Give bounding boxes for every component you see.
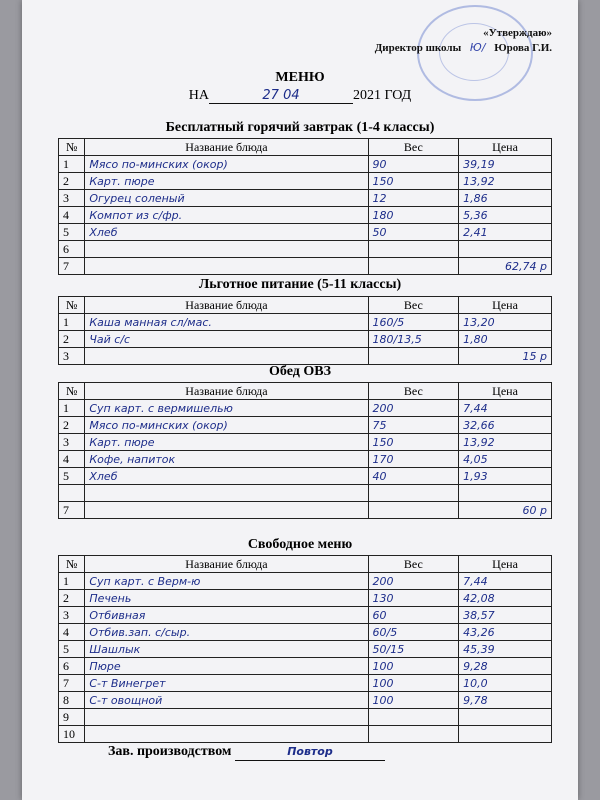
cell-name-text: Чай с/с xyxy=(89,332,131,346)
cell-n xyxy=(59,468,85,485)
cell-weight xyxy=(368,607,459,624)
cell-price-text: 4,05 xyxy=(463,452,488,466)
cell-n xyxy=(59,607,85,624)
cell-n xyxy=(59,156,85,173)
cell-price-text: 2,41 xyxy=(463,225,488,239)
table-row xyxy=(59,331,552,348)
table-row xyxy=(59,709,552,726)
cell-price-text: 43,26 xyxy=(463,625,495,639)
cell-name xyxy=(85,190,368,207)
cell-name-text: Шашлык xyxy=(89,642,141,656)
table-row xyxy=(59,658,552,675)
cell-n-text: 1 xyxy=(63,400,69,415)
cell-price-text: 13,92 xyxy=(463,174,495,188)
cell-weight-text: 150 xyxy=(372,435,394,449)
cell-weight-text: 200 xyxy=(372,401,394,415)
column-header-num: № xyxy=(59,556,85,573)
table-row xyxy=(59,485,552,502)
cell-price xyxy=(459,434,552,451)
cell-name xyxy=(85,348,368,365)
cell-weight xyxy=(368,434,459,451)
cell-price xyxy=(459,190,552,207)
cell-weight-text: 100 xyxy=(372,693,394,707)
cell-weight-text: 60 xyxy=(372,608,387,622)
table-row xyxy=(59,156,552,173)
cell-weight xyxy=(368,224,459,241)
table-row xyxy=(59,417,552,434)
cell-name xyxy=(85,156,368,173)
table-row xyxy=(59,590,552,607)
table-row xyxy=(59,675,552,692)
cell-price xyxy=(459,173,552,190)
cell-n-text: 1 xyxy=(63,156,69,171)
cell-n xyxy=(59,241,85,258)
cell-name xyxy=(85,624,368,641)
cell-price-text: 32,66 xyxy=(463,418,495,432)
cell-price-text: 15 р xyxy=(522,349,547,363)
cell-name xyxy=(85,400,368,417)
cell-price xyxy=(459,573,552,590)
cell-n-text: 6 xyxy=(63,658,69,673)
date-suffix: 2021 ГОД xyxy=(353,88,412,103)
cell-price-text: 1,93 xyxy=(463,469,488,483)
cell-weight xyxy=(368,207,459,224)
cell-n xyxy=(59,417,85,434)
cell-price-text: 45,39 xyxy=(463,642,495,656)
table-free-menu xyxy=(58,555,552,743)
cell-price xyxy=(459,331,552,348)
column-header-weight: Вес xyxy=(368,383,459,400)
cell-name-text: Печень xyxy=(89,591,132,605)
cell-name-text: С-т Винегрет xyxy=(89,676,166,690)
cell-n-text: 7 xyxy=(63,502,69,517)
cell-n xyxy=(59,590,85,607)
cell-n-text: 4 xyxy=(63,207,69,222)
cell-n-text: 2 xyxy=(63,331,69,346)
page-title: МЕНЮ xyxy=(275,70,325,85)
cell-price xyxy=(459,624,552,641)
cell-price xyxy=(459,641,552,658)
cell-name xyxy=(85,607,368,624)
cell-n-text: 5 xyxy=(63,641,69,656)
cell-n-text: 7 xyxy=(63,258,69,273)
table-row xyxy=(59,726,552,743)
cell-price xyxy=(459,590,552,607)
cell-n xyxy=(59,658,85,675)
table-header-row xyxy=(59,297,552,314)
cell-price xyxy=(459,348,552,365)
table-row xyxy=(59,434,552,451)
cell-n xyxy=(59,675,85,692)
table-row xyxy=(59,207,552,224)
footer-label: Зав. производством xyxy=(108,744,232,759)
cell-price-text: 1,86 xyxy=(463,191,488,205)
cell-n-text: 6 xyxy=(63,241,69,256)
cell-name xyxy=(85,726,368,743)
cell-name-text: Суп карт. с вермишелью xyxy=(89,401,233,415)
cell-weight xyxy=(368,190,459,207)
cell-price xyxy=(459,224,552,241)
section-title-free-menu: Свободное меню xyxy=(247,537,353,552)
cell-n-text: 9 xyxy=(63,709,69,724)
table-header-row xyxy=(59,383,552,400)
cell-price xyxy=(459,502,552,519)
cell-name-text: Карт. пюре xyxy=(89,174,155,188)
cell-weight-text: 90 xyxy=(372,157,387,171)
cell-weight xyxy=(368,590,459,607)
cell-n xyxy=(59,331,85,348)
cell-price xyxy=(459,692,552,709)
column-header-name: Название блюда xyxy=(85,139,368,156)
cell-price-text: 42,08 xyxy=(463,591,495,605)
table-breakfast xyxy=(58,138,552,275)
cell-n xyxy=(59,224,85,241)
column-header-name: Название блюда xyxy=(85,556,368,573)
column-header-num: № xyxy=(59,139,85,156)
cell-weight xyxy=(368,573,459,590)
table-row xyxy=(59,241,552,258)
table-header-row xyxy=(59,139,552,156)
column-header-weight: Вес xyxy=(368,297,459,314)
cell-weight-text: 180/13,5 xyxy=(372,332,422,346)
cell-weight-text: 60/5 xyxy=(372,625,398,639)
cell-n-text: 10 xyxy=(63,726,75,741)
cell-weight xyxy=(368,241,459,258)
date-handwritten: 27 04 xyxy=(209,88,353,104)
cell-price xyxy=(459,658,552,675)
cell-n-text: 5 xyxy=(63,224,69,239)
cell-weight-text: 200 xyxy=(372,574,394,588)
cell-weight xyxy=(368,675,459,692)
table-row xyxy=(59,573,552,590)
column-header-price: Цена xyxy=(459,383,552,400)
cell-weight-text: 150 xyxy=(372,174,394,188)
cell-n-text: 4 xyxy=(63,624,69,639)
approval-label: «Утверждаю» xyxy=(483,27,552,39)
cell-n xyxy=(59,624,85,641)
cell-price xyxy=(459,451,552,468)
cell-name-text: Суп карт. с Верм-ю xyxy=(89,574,201,588)
column-header-name: Название блюда xyxy=(85,383,368,400)
cell-n-text: 2 xyxy=(63,417,69,432)
cell-name-text: Компот из с/фр. xyxy=(89,208,183,222)
cell-price xyxy=(459,675,552,692)
cell-price-text: 10,0 xyxy=(463,676,488,690)
cell-name xyxy=(85,485,368,502)
cell-name xyxy=(85,241,368,258)
column-header-num: № xyxy=(59,383,85,400)
table-row xyxy=(59,641,552,658)
cell-name xyxy=(85,207,368,224)
cell-name-text: Хлеб xyxy=(89,469,118,483)
cell-weight xyxy=(368,502,459,519)
cell-weight xyxy=(368,709,459,726)
table-row xyxy=(59,692,552,709)
cell-price-text: 5,36 xyxy=(463,208,488,222)
cell-price-text: 9,28 xyxy=(463,659,488,673)
cell-weight xyxy=(368,314,459,331)
table-row xyxy=(59,173,552,190)
cell-name xyxy=(85,692,368,709)
cell-price-text: 60 р xyxy=(522,503,547,517)
director-line xyxy=(369,41,552,55)
table-row xyxy=(59,624,552,641)
cell-n xyxy=(59,314,85,331)
cell-weight-text: 170 xyxy=(372,452,394,466)
cell-weight-text: 50 xyxy=(372,225,387,239)
cell-weight-text: 50/15 xyxy=(372,642,405,656)
table-row xyxy=(59,258,552,275)
cell-weight xyxy=(368,348,459,365)
cell-weight xyxy=(368,451,459,468)
column-header-name: Название блюда xyxy=(85,297,368,314)
director-label: Директор школы xyxy=(374,42,462,54)
cell-price xyxy=(459,156,552,173)
cell-n xyxy=(59,190,85,207)
cell-weight xyxy=(368,726,459,743)
cell-name-text: Кофе, напиток xyxy=(89,452,176,466)
director-signature-icon: Ю/ xyxy=(469,41,486,54)
cell-n xyxy=(59,258,85,275)
cell-n xyxy=(59,709,85,726)
cell-price-text: 13,20 xyxy=(463,315,495,329)
cell-price xyxy=(459,314,552,331)
cell-weight xyxy=(368,400,459,417)
cell-name xyxy=(85,314,368,331)
footer-signature: Повтор xyxy=(287,745,333,758)
column-header-price: Цена xyxy=(459,556,552,573)
cell-weight-text: 40 xyxy=(372,469,387,483)
cell-name xyxy=(85,502,368,519)
cell-name-text: Огурец соленый xyxy=(89,191,185,205)
cell-n-text: 5 xyxy=(63,468,69,483)
cell-name xyxy=(85,434,368,451)
cell-n-text: 7 xyxy=(63,675,69,690)
cell-price-text: 62,74 р xyxy=(505,259,547,273)
cell-n xyxy=(59,485,85,502)
cell-n xyxy=(59,207,85,224)
cell-n xyxy=(59,400,85,417)
cell-name-text: Каша манная сл/мас. xyxy=(89,315,212,329)
cell-weight-text: 180 xyxy=(372,208,394,222)
cell-n xyxy=(59,573,85,590)
cell-name xyxy=(85,258,368,275)
cell-name xyxy=(85,331,368,348)
cell-name xyxy=(85,468,368,485)
column-header-weight: Вес xyxy=(368,556,459,573)
cell-price-text: 7,44 xyxy=(463,574,488,588)
cell-weight xyxy=(368,258,459,275)
cell-n xyxy=(59,434,85,451)
cell-n-text: 3 xyxy=(63,607,69,622)
cell-weight xyxy=(368,173,459,190)
cell-weight-text: 100 xyxy=(372,676,394,690)
cell-n-text: 2 xyxy=(63,173,69,188)
cell-weight xyxy=(368,658,459,675)
cell-n-text: 2 xyxy=(63,590,69,605)
menu-sheet xyxy=(22,0,578,800)
cell-weight xyxy=(368,641,459,658)
cell-name-text: Отбивная xyxy=(89,608,146,622)
cell-n xyxy=(59,692,85,709)
date-prefix: НА xyxy=(188,88,209,103)
table-row xyxy=(59,400,552,417)
table-row xyxy=(59,607,552,624)
table-row xyxy=(59,224,552,241)
cell-weight xyxy=(368,417,459,434)
cell-name-text: Мясо по-минских (окор) xyxy=(89,418,228,432)
table-row xyxy=(59,314,552,331)
cell-n xyxy=(59,173,85,190)
cell-name xyxy=(85,417,368,434)
cell-price xyxy=(459,468,552,485)
cell-price-text: 38,57 xyxy=(463,608,495,622)
cell-name-text: Мясо по-минских (окор) xyxy=(89,157,228,171)
cell-weight xyxy=(368,692,459,709)
cell-n xyxy=(59,726,85,743)
table-ovz xyxy=(58,382,552,519)
cell-price xyxy=(459,241,552,258)
cell-price-text: 9,78 xyxy=(463,693,488,707)
cell-weight-text: 12 xyxy=(372,191,387,205)
cell-price-text: 39,19 xyxy=(463,157,495,171)
cell-name xyxy=(85,224,368,241)
footer-signature-line xyxy=(108,744,385,761)
cell-name xyxy=(85,451,368,468)
column-header-price: Цена xyxy=(459,139,552,156)
cell-name xyxy=(85,709,368,726)
cell-n xyxy=(59,451,85,468)
cell-n-text: 3 xyxy=(63,348,69,363)
table-row xyxy=(59,502,552,519)
cell-price xyxy=(459,400,552,417)
cell-weight xyxy=(368,485,459,502)
cell-price xyxy=(459,726,552,743)
table-header-row xyxy=(59,556,552,573)
table-row xyxy=(59,348,552,365)
column-header-weight: Вес xyxy=(368,139,459,156)
cell-weight-text: 160/5 xyxy=(372,315,405,329)
cell-name-text: Карт. пюре xyxy=(89,435,155,449)
cell-name-text: Отбив.зап. с/сыр. xyxy=(89,625,191,639)
cell-name xyxy=(85,675,368,692)
column-header-price: Цена xyxy=(459,297,552,314)
section-title-discount: Льготное питание (5-11 классы) xyxy=(198,277,402,292)
cell-name-text: Хлеб xyxy=(89,225,118,239)
cell-name-text: Пюре xyxy=(89,659,121,673)
table-row xyxy=(59,468,552,485)
cell-price xyxy=(459,417,552,434)
cell-name xyxy=(85,173,368,190)
cell-n xyxy=(59,348,85,365)
cell-price xyxy=(459,709,552,726)
table-row xyxy=(59,190,552,207)
cell-price-text: 13,92 xyxy=(463,435,495,449)
section-title-ovz: Обед ОВЗ xyxy=(269,364,331,379)
table-discount xyxy=(58,296,552,365)
cell-n xyxy=(59,502,85,519)
cell-weight-text: 100 xyxy=(372,659,394,673)
cell-n-text: 3 xyxy=(63,434,69,449)
cell-weight xyxy=(368,331,459,348)
cell-price xyxy=(459,258,552,275)
cell-weight xyxy=(368,624,459,641)
cell-n-text: 3 xyxy=(63,190,69,205)
cell-n-text: 1 xyxy=(63,314,69,329)
cell-n xyxy=(59,641,85,658)
cell-n-text: 1 xyxy=(63,573,69,588)
cell-weight xyxy=(368,156,459,173)
cell-name xyxy=(85,573,368,590)
table-row xyxy=(59,451,552,468)
cell-weight-text: 75 xyxy=(372,418,387,432)
cell-n-text: 4 xyxy=(63,451,69,466)
cell-weight-text: 130 xyxy=(372,591,394,605)
cell-price-text: 7,44 xyxy=(463,401,488,415)
section-title-breakfast: Бесплатный горячий завтрак (1-4 классы) xyxy=(165,120,435,135)
cell-name xyxy=(85,641,368,658)
menu-date xyxy=(22,88,578,104)
cell-name xyxy=(85,590,368,607)
cell-n-text: 8 xyxy=(63,692,69,707)
cell-weight xyxy=(368,468,459,485)
column-header-num: № xyxy=(59,297,85,314)
cell-price xyxy=(459,485,552,502)
cell-price xyxy=(459,207,552,224)
cell-price xyxy=(459,607,552,624)
cell-price-text: 1,80 xyxy=(463,332,488,346)
director-name: Юрова Г.И. xyxy=(494,42,552,54)
cell-name xyxy=(85,658,368,675)
cell-name-text: С-т овощной xyxy=(89,693,163,707)
